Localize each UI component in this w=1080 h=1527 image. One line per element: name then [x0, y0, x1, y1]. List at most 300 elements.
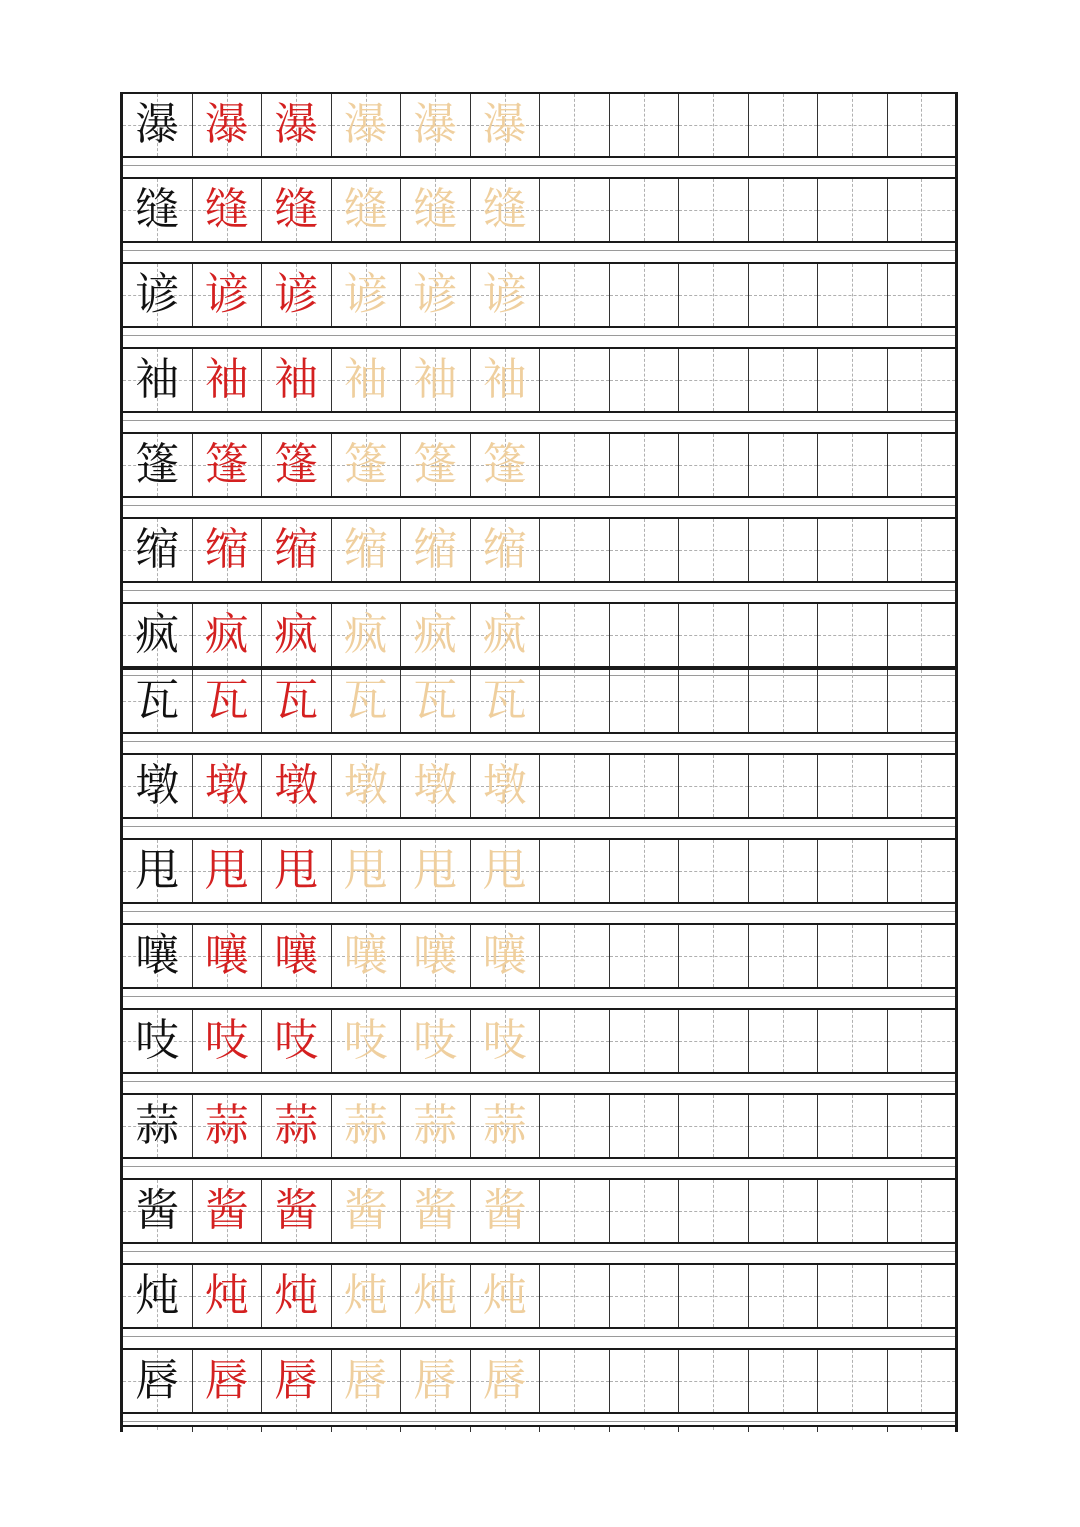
- trace-character: 唇: [274, 1355, 319, 1406]
- trace-character: 墩: [482, 760, 527, 811]
- row-separator: [123, 335, 955, 336]
- trace-dark-cell: [262, 840, 332, 902]
- trace-character: 甩: [204, 845, 249, 896]
- model-character: 酱: [135, 1185, 180, 1236]
- blank-writing-cell[interactable]: [540, 519, 610, 581]
- trace-dark-cell: [193, 434, 263, 496]
- blank-writing-cell[interactable]: [818, 1180, 888, 1242]
- trace-character: 疯: [482, 609, 527, 660]
- trace-character: 袖: [482, 354, 527, 405]
- blank-writing-cell[interactable]: [679, 925, 749, 987]
- trace-character: 吱: [482, 1015, 527, 1066]
- practice-row: [123, 602, 955, 668]
- blank-writing-cell[interactable]: [818, 434, 888, 496]
- trace-character: 疯: [413, 609, 458, 660]
- blank-writing-cell[interactable]: [540, 264, 610, 326]
- trace-dark-cell: [193, 264, 263, 326]
- trace-character: 墩: [343, 760, 388, 811]
- blank-writing-cell[interactable]: [610, 1427, 680, 1432]
- row-separator: [123, 1166, 955, 1167]
- trace-character: 吱: [274, 1015, 319, 1066]
- trace-character: 缩: [482, 524, 527, 575]
- trace-dark-cell: [193, 1350, 263, 1412]
- blank-writing-cell[interactable]: [540, 925, 610, 987]
- blank-writing-cell[interactable]: [679, 670, 749, 732]
- blank-writing-cell[interactable]: [749, 179, 819, 241]
- trace-character: 嚷: [482, 930, 527, 981]
- blank-writing-cell[interactable]: [540, 349, 610, 411]
- trace-light-cell: [471, 349, 541, 411]
- row-separator: [123, 1251, 955, 1252]
- model-cell: [123, 1265, 193, 1327]
- blank-writing-cell[interactable]: [888, 1180, 956, 1242]
- trace-character: 缝: [482, 184, 527, 235]
- blank-writing-cell[interactable]: [679, 434, 749, 496]
- trace-dark-cell: [262, 1180, 332, 1242]
- model-character: 墩: [135, 760, 180, 811]
- blank-writing-cell[interactable]: [749, 349, 819, 411]
- practice-row: [123, 347, 955, 413]
- trace-light-cell: [401, 604, 471, 666]
- trace-light-cell: [332, 755, 402, 817]
- blank-writing-cell[interactable]: [818, 264, 888, 326]
- blank-writing-cell[interactable]: [818, 670, 888, 732]
- blank-writing-cell[interactable]: [888, 604, 956, 666]
- practice-row: [123, 432, 955, 498]
- trace-light-cell: [332, 925, 402, 987]
- trace-light-cell: [332, 1010, 402, 1072]
- trace-character: 疯: [204, 609, 249, 660]
- practice-row: [123, 668, 955, 734]
- trace-light-cell: [401, 840, 471, 902]
- blank-writing-cell[interactable]: [540, 604, 610, 666]
- trace-dark-cell: [193, 670, 263, 732]
- trace-dark-cell: [262, 264, 332, 326]
- trace-light-cell: [401, 1010, 471, 1072]
- blank-writing-cell[interactable]: [610, 264, 680, 326]
- blank-writing-cell[interactable]: [749, 519, 819, 581]
- trace-character: 炖: [482, 1270, 527, 1321]
- trace-character: 篷: [204, 439, 249, 490]
- trace-character: 酱: [413, 1185, 458, 1236]
- blank-writing-cell[interactable]: [540, 755, 610, 817]
- trace-dark-cell: [193, 1095, 263, 1157]
- blank-writing-cell[interactable]: [749, 1010, 819, 1072]
- row-separator: [123, 1421, 955, 1422]
- blank-writing-cell[interactable]: [540, 1427, 610, 1432]
- trace-character: 蒜: [482, 1100, 527, 1151]
- blank-writing-cell[interactable]: [749, 604, 819, 666]
- trace-character: 炖: [274, 1270, 319, 1321]
- trace-character: 炖: [343, 1270, 388, 1321]
- model-character: 吱: [135, 1015, 180, 1066]
- blank-writing-cell[interactable]: [888, 1265, 956, 1327]
- row-separator: [123, 996, 955, 997]
- blank-writing-cell[interactable]: [540, 840, 610, 902]
- trace-character: 酱: [204, 1185, 249, 1236]
- trace-character: 瓦: [413, 675, 458, 726]
- blank-writing-cell[interactable]: [471, 1427, 541, 1432]
- trace-dark-cell: [262, 94, 332, 156]
- blank-writing-cell[interactable]: [610, 434, 680, 496]
- trace-dark-cell: [262, 670, 332, 732]
- blank-writing-cell[interactable]: [888, 434, 956, 496]
- trace-dark-cell: [262, 604, 332, 666]
- blank-writing-cell[interactable]: [749, 755, 819, 817]
- practice-row: [123, 1093, 955, 1159]
- row-separator: [123, 505, 955, 506]
- trace-light-cell: [471, 1265, 541, 1327]
- blank-writing-cell[interactable]: [610, 1010, 680, 1072]
- trace-dark-cell: [262, 925, 332, 987]
- blank-writing-cell[interactable]: [679, 1350, 749, 1412]
- trace-character: 唇: [413, 1355, 458, 1406]
- trace-character: 蒜: [343, 1100, 388, 1151]
- blank-writing-cell[interactable]: [888, 1427, 956, 1432]
- blank-writing-cell[interactable]: [610, 349, 680, 411]
- trace-character: 篷: [413, 439, 458, 490]
- practice-row: [123, 92, 955, 158]
- row-separator: [123, 741, 955, 742]
- model-cell: [123, 349, 193, 411]
- trace-character: 酱: [274, 1185, 319, 1236]
- model-cell: [123, 670, 193, 732]
- blank-writing-cell[interactable]: [888, 840, 956, 902]
- trace-character: 缩: [343, 524, 388, 575]
- trace-character: 谚: [413, 269, 458, 320]
- blank-writing-cell[interactable]: [818, 1265, 888, 1327]
- trace-character: 袖: [343, 354, 388, 405]
- blank-writing-cell[interactable]: [540, 94, 610, 156]
- trace-character: 嚷: [343, 930, 388, 981]
- blank-writing-cell[interactable]: [888, 349, 956, 411]
- trace-dark-cell: [262, 179, 332, 241]
- model-character: 蒜: [135, 1100, 180, 1151]
- blank-writing-cell[interactable]: [749, 94, 819, 156]
- trace-character: 疯: [274, 609, 319, 660]
- practice-row: [123, 753, 955, 819]
- blank-writing-cell[interactable]: [818, 1427, 888, 1432]
- model-character: 炖: [135, 1270, 180, 1321]
- trace-character: 蒜: [413, 1100, 458, 1151]
- trace-character: 甩: [274, 845, 319, 896]
- trace-character: 缝: [413, 184, 458, 235]
- blank-writing-cell[interactable]: [332, 1427, 402, 1432]
- trace-character: 甩: [343, 845, 388, 896]
- trace-light-cell: [332, 1265, 402, 1327]
- trace-light-cell: [401, 925, 471, 987]
- blank-writing-cell[interactable]: [818, 1350, 888, 1412]
- trace-light-cell: [401, 670, 471, 732]
- blank-writing-cell[interactable]: [610, 670, 680, 732]
- model-character: 谚: [135, 269, 180, 320]
- trace-light-cell: [401, 264, 471, 326]
- trace-dark-cell: [193, 179, 263, 241]
- trace-light-cell: [332, 434, 402, 496]
- trace-light-cell: [332, 179, 402, 241]
- row-separator: [123, 826, 955, 827]
- row-separator: [123, 165, 955, 166]
- trace-dark-cell: [193, 1010, 263, 1072]
- blank-writing-cell[interactable]: [888, 264, 956, 326]
- trace-dark-cell: [193, 349, 263, 411]
- blank-writing-cell[interactable]: [610, 840, 680, 902]
- trace-character: 吱: [343, 1015, 388, 1066]
- blank-writing-cell[interactable]: [749, 840, 819, 902]
- trace-character: 谚: [274, 269, 319, 320]
- model-cell: [123, 604, 193, 666]
- blank-writing-cell[interactable]: [401, 1427, 471, 1432]
- trace-character: 墩: [204, 760, 249, 811]
- practice-row: [123, 517, 955, 583]
- trace-light-cell: [401, 94, 471, 156]
- trace-dark-cell: [193, 519, 263, 581]
- trace-character: 瀑: [204, 99, 249, 150]
- trace-light-cell: [471, 1095, 541, 1157]
- trace-character: 瓦: [274, 675, 319, 726]
- trace-light-cell: [471, 1010, 541, 1072]
- blank-writing-cell[interactable]: [888, 519, 956, 581]
- blank-writing-cell[interactable]: [888, 755, 956, 817]
- blank-writing-cell[interactable]: [749, 670, 819, 732]
- trace-character: 酱: [343, 1185, 388, 1236]
- blank-writing-cell[interactable]: [610, 1095, 680, 1157]
- practice-row: [123, 923, 955, 989]
- blank-writing-cell[interactable]: [749, 1265, 819, 1327]
- trace-light-cell: [401, 519, 471, 581]
- trace-light-cell: [332, 94, 402, 156]
- practice-row: [123, 1008, 955, 1074]
- trace-character: 炖: [413, 1270, 458, 1321]
- trace-character: 谚: [482, 269, 527, 320]
- blank-writing-cell[interactable]: [610, 94, 680, 156]
- trace-light-cell: [332, 604, 402, 666]
- trace-light-cell: [332, 519, 402, 581]
- trace-dark-cell: [262, 349, 332, 411]
- model-character: 甩: [135, 845, 180, 896]
- trace-character: 唇: [343, 1355, 388, 1406]
- trace-character: 瓦: [204, 675, 249, 726]
- blank-writing-cell[interactable]: [540, 1265, 610, 1327]
- trace-character: 蒜: [274, 1100, 319, 1151]
- blank-writing-cell[interactable]: [679, 1180, 749, 1242]
- blank-writing-cell[interactable]: [540, 1350, 610, 1412]
- trace-character: 瀑: [413, 99, 458, 150]
- blank-writing-cell[interactable]: [818, 519, 888, 581]
- blank-writing-cell[interactable]: [749, 264, 819, 326]
- blank-writing-cell[interactable]: [888, 925, 956, 987]
- model-cell: [123, 1350, 193, 1412]
- blank-writing-cell[interactable]: [193, 1427, 263, 1432]
- model-cell: [123, 519, 193, 581]
- blank-writing-cell[interactable]: [818, 604, 888, 666]
- blank-writing-cell[interactable]: [888, 1095, 956, 1157]
- row-separator: [123, 1336, 955, 1337]
- model-character: 瀑: [135, 99, 180, 150]
- trace-dark-cell: [193, 604, 263, 666]
- trace-character: 墩: [274, 760, 319, 811]
- row-separator: [123, 250, 955, 251]
- trace-character: 炖: [204, 1270, 249, 1321]
- blank-writing-cell[interactable]: [749, 1095, 819, 1157]
- trace-dark-cell: [193, 840, 263, 902]
- trace-character: 袖: [413, 354, 458, 405]
- blank-writing-cell[interactable]: [818, 1095, 888, 1157]
- model-cell: [123, 925, 193, 987]
- blank-writing-cell[interactable]: [610, 1265, 680, 1327]
- trace-character: 瀑: [343, 99, 388, 150]
- blank-writing-cell[interactable]: [540, 1095, 610, 1157]
- blank-writing-cell[interactable]: [749, 1180, 819, 1242]
- blank-writing-cell[interactable]: [749, 434, 819, 496]
- row-separator: [123, 420, 955, 421]
- blank-writing-cell[interactable]: [818, 1010, 888, 1072]
- trace-character: 袖: [274, 354, 319, 405]
- blank-writing-cell[interactable]: [749, 1427, 819, 1432]
- trace-dark-cell: [193, 1265, 263, 1327]
- trace-character: 缩: [274, 524, 319, 575]
- practice-row: [123, 1348, 955, 1414]
- trace-character: 缩: [413, 524, 458, 575]
- model-cell: [123, 1095, 193, 1157]
- blank-writing-cell[interactable]: [679, 1010, 749, 1072]
- blank-writing-cell[interactable]: [888, 1010, 956, 1072]
- trace-character: 吱: [413, 1015, 458, 1066]
- blank-writing-cell[interactable]: [679, 1265, 749, 1327]
- blank-writing-cell[interactable]: [888, 94, 956, 156]
- model-cell: [123, 840, 193, 902]
- blank-writing-cell[interactable]: [749, 925, 819, 987]
- trace-light-cell: [401, 1095, 471, 1157]
- trace-light-cell: [471, 264, 541, 326]
- blank-writing-cell[interactable]: [540, 670, 610, 732]
- trace-character: 墩: [413, 760, 458, 811]
- blank-writing-cell[interactable]: [679, 519, 749, 581]
- trace-light-cell: [471, 434, 541, 496]
- trace-character: 疯: [343, 609, 388, 660]
- trace-character: 瓦: [482, 675, 527, 726]
- blank-writing-cell[interactable]: [610, 755, 680, 817]
- blank-writing-cell[interactable]: [610, 519, 680, 581]
- trace-light-cell: [401, 179, 471, 241]
- trace-light-cell: [401, 1180, 471, 1242]
- blank-writing-cell[interactable]: [818, 94, 888, 156]
- blank-writing-cell[interactable]: [262, 1427, 332, 1432]
- model-character: 缩: [135, 524, 180, 575]
- trace-character: 嚷: [204, 930, 249, 981]
- blank-writing-cell[interactable]: [679, 755, 749, 817]
- blank-writing-cell[interactable]: [888, 670, 956, 732]
- blank-writing-cell[interactable]: [749, 1350, 819, 1412]
- trace-character: 嚷: [413, 930, 458, 981]
- trace-dark-cell: [193, 94, 263, 156]
- model-cell: [123, 1010, 193, 1072]
- model-character: 疯: [135, 609, 180, 660]
- trace-dark-cell: [193, 755, 263, 817]
- blank-writing-cell[interactable]: [818, 840, 888, 902]
- trace-character: 谚: [204, 269, 249, 320]
- blank-writing-cell[interactable]: [610, 179, 680, 241]
- trace-light-cell: [401, 1265, 471, 1327]
- practice-sheet: [120, 92, 958, 1432]
- blank-writing-cell[interactable]: [818, 755, 888, 817]
- blank-writing-cell[interactable]: [610, 1350, 680, 1412]
- trace-character: 篷: [482, 439, 527, 490]
- trace-light-cell: [471, 1180, 541, 1242]
- trace-character: 缝: [343, 184, 388, 235]
- model-character: 瓦: [135, 675, 180, 726]
- trace-character: 酱: [482, 1185, 527, 1236]
- model-character: 篷: [135, 439, 180, 490]
- trace-light-cell: [332, 670, 402, 732]
- trace-light-cell: [401, 755, 471, 817]
- trace-dark-cell: [262, 1095, 332, 1157]
- blank-writing-cell[interactable]: [679, 179, 749, 241]
- blank-writing-cell[interactable]: [540, 1010, 610, 1072]
- blank-writing-cell[interactable]: [540, 1180, 610, 1242]
- blank-writing-cell[interactable]: [610, 1180, 680, 1242]
- blank-writing-cell[interactable]: [610, 925, 680, 987]
- blank-writing-cell[interactable]: [818, 179, 888, 241]
- model-character: 嚷: [135, 930, 180, 981]
- trace-character: 唇: [204, 1355, 249, 1406]
- blank-writing-cell[interactable]: [679, 349, 749, 411]
- trace-character: 谚: [343, 269, 388, 320]
- trace-light-cell: [332, 349, 402, 411]
- blank-writing-cell[interactable]: [540, 179, 610, 241]
- blank-writing-cell[interactable]: [679, 840, 749, 902]
- trace-light-cell: [471, 840, 541, 902]
- trace-light-cell: [471, 519, 541, 581]
- blank-writing-cell[interactable]: [679, 94, 749, 156]
- practice-row: [123, 838, 955, 904]
- trace-light-cell: [401, 434, 471, 496]
- blank-writing-cell[interactable]: [888, 1350, 956, 1412]
- model-cell: [123, 179, 193, 241]
- trace-light-cell: [471, 670, 541, 732]
- blank-writing-cell[interactable]: [888, 179, 956, 241]
- blank-writing-cell[interactable]: [679, 604, 749, 666]
- blank-writing-cell[interactable]: [818, 925, 888, 987]
- trace-character: 篷: [343, 439, 388, 490]
- trace-dark-cell: [193, 1180, 263, 1242]
- trace-light-cell: [471, 925, 541, 987]
- trace-dark-cell: [193, 925, 263, 987]
- blank-writing-cell[interactable]: [610, 604, 680, 666]
- model-cell: [123, 434, 193, 496]
- blank-writing-cell[interactable]: [679, 264, 749, 326]
- blank-writing-cell[interactable]: [679, 1427, 749, 1432]
- trace-dark-cell: [262, 1350, 332, 1412]
- trace-dark-cell: [262, 519, 332, 581]
- trace-light-cell: [332, 264, 402, 326]
- trace-light-cell: [332, 1350, 402, 1412]
- blank-writing-cell[interactable]: [123, 1427, 193, 1432]
- trace-light-cell: [471, 755, 541, 817]
- trace-light-cell: [471, 604, 541, 666]
- blank-writing-cell[interactable]: [818, 349, 888, 411]
- trace-character: 缩: [204, 524, 249, 575]
- trace-light-cell: [332, 1180, 402, 1242]
- trace-light-cell: [332, 840, 402, 902]
- trace-character: 缝: [204, 184, 249, 235]
- trace-character: 吱: [204, 1015, 249, 1066]
- blank-writing-cell[interactable]: [540, 434, 610, 496]
- model-cell: [123, 755, 193, 817]
- trace-character: 瀑: [274, 99, 319, 150]
- blank-writing-cell[interactable]: [679, 1095, 749, 1157]
- model-cell: [123, 1180, 193, 1242]
